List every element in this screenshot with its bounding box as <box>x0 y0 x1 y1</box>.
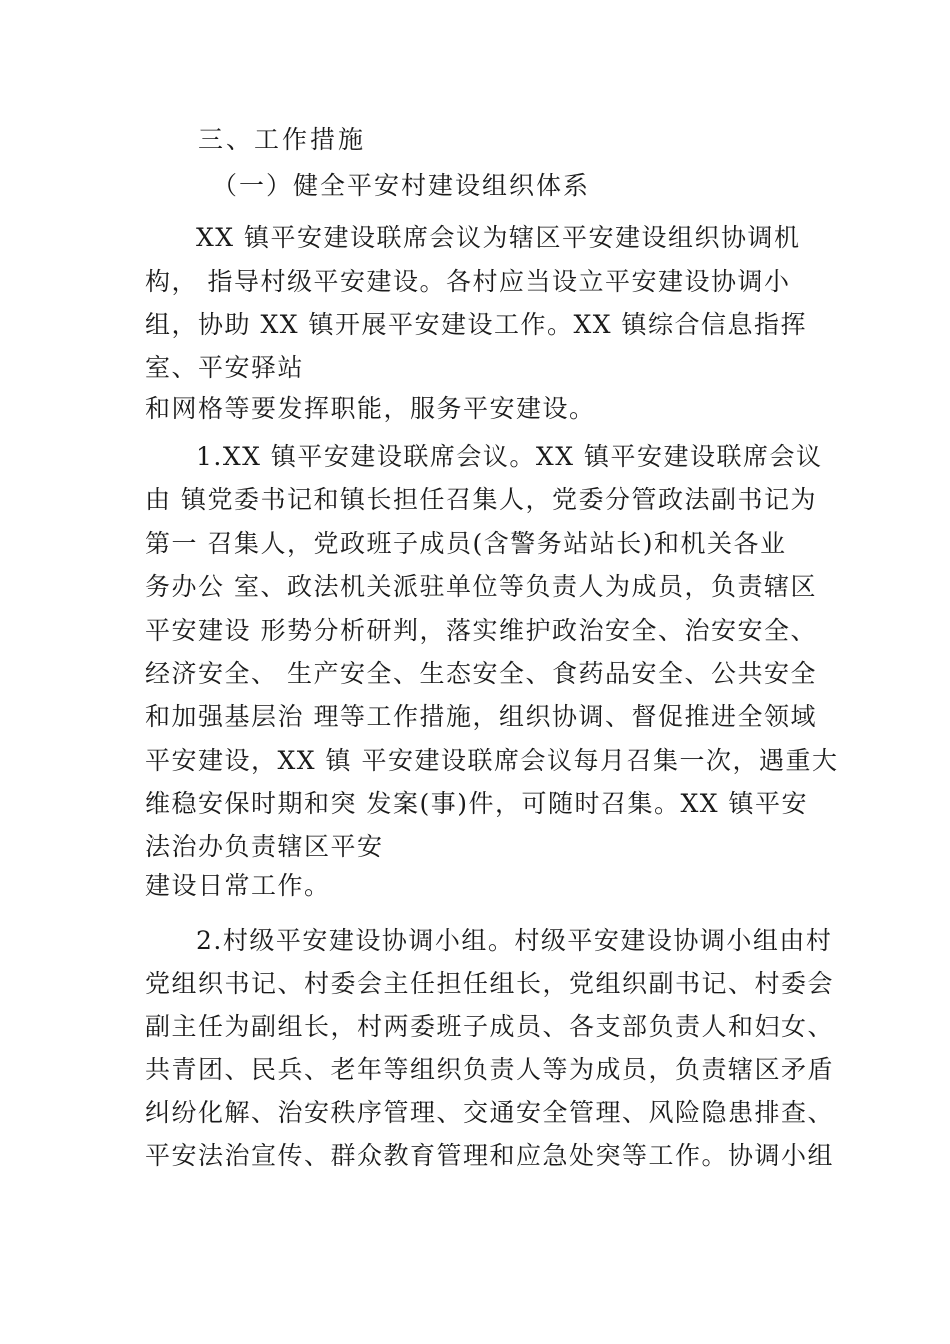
paragraph-line: 经济安全、 生产安全、生态安全、食药品安全、公共安全 <box>145 659 817 688</box>
paragraph-line: 务办公 室、政法机关派驻单位等负责人为成员，负责辖区 <box>145 572 817 601</box>
paragraph-line: 2.村级平安建设协调小组。村级平安建设协调小组由村 <box>196 926 833 955</box>
paragraph-line: 1.XX 镇平安建设联席会议。XX 镇平安建设联席会议 <box>196 442 823 471</box>
paragraph-line: 建设日常工作。 <box>145 871 331 900</box>
paragraph-line: 副主任为副组长，村两委班子成员、各支部负责人和妇女、 <box>145 1012 835 1041</box>
paragraph-line: 共青团、民兵、老年等组织负责人等为成员，负责辖区矛盾 <box>145 1055 835 1084</box>
paragraph-line: XX 镇平安建设联席会议为辖区平安建设组织协调机 <box>196 223 801 252</box>
subsection-heading: （一）健全平安村建设组织体系 <box>212 171 591 200</box>
paragraph-line: 和网格等要发挥职能，服务平安建设。 <box>145 394 596 423</box>
paragraph-line: 平安法治宣传、群众教育管理和应急处突等工作。协调小组 <box>145 1141 835 1170</box>
section-heading: 三、工作措施 <box>198 125 367 154</box>
paragraph-line: 由 镇党委书记和镇长担任召集人，党委分管政法副书记为 <box>145 485 817 514</box>
paragraph-line: 和加强基层治 理等工作措施，组织协调、督促推进全领域 <box>145 702 817 731</box>
paragraph-line: 党组织书记、村委会主任担任组长，党组织副书记、村委会 <box>145 969 835 998</box>
paragraph-line: 维稳安保时期和突 发案(事)件，可随时召集。XX 镇平安 <box>145 789 808 818</box>
paragraph-line: 构， 指导村级平安建设。各村应当设立平安建设协调小 <box>145 267 791 296</box>
paragraph-line: 平安建设，XX 镇 平安建设联席会议每月召集一次，遇重大 <box>145 746 839 775</box>
paragraph-line: 纠纷化解、治安秩序管理、交通安全管理、风险隐患排查、 <box>145 1098 835 1127</box>
paragraph-line: 室、平安驿站 <box>145 353 305 382</box>
paragraph-line: 法治办负责辖区平安 <box>145 832 384 861</box>
paragraph-line: 平安建设 形势分析研判，落实维护政治安全、治安安全、 <box>145 616 817 645</box>
paragraph-line: 组，协助 XX 镇开展平安建设工作。XX 镇综合信息指挥 <box>145 310 808 339</box>
paragraph-line: 第一 召集人，党政班子成员(含警务站站长)和机关各业 <box>145 529 787 558</box>
